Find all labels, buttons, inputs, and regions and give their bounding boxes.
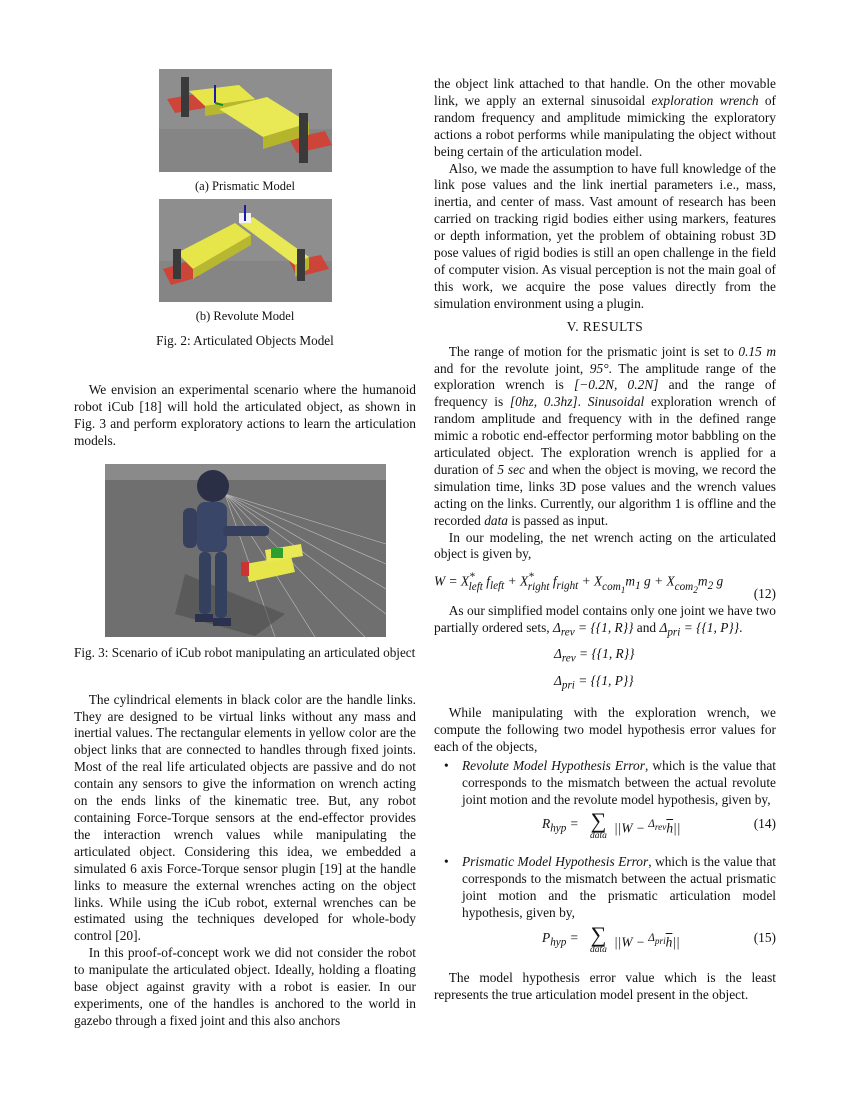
paragraph-scenario: We envision an experimental scenario where the humanoid robot iCub [18] will hold the articulated object, as shown in Fig. 3 and perform exploratory actions to learn the articulation models. xyxy=(74,382,416,449)
equation-15: $P_{hyp}$ = ∑ data $||W - ^{\Delta_{pri}}\overline{h}||$ (15) xyxy=(542,922,776,956)
left-column xyxy=(74,76,416,1030)
prismatic-model-figure xyxy=(159,69,332,172)
hypothesis-error-list xyxy=(434,758,776,962)
right-column xyxy=(434,76,776,1004)
list-item-prismatic: • Prismatic Model Hypothesis Error, which is the value that corresponds to the mismatch between the actual prismatic joint motion and the prismatic articulation model hypothesis, given by, $P_{hyp}$ = ∑ data $||W - ^{\Delta_{pri}}\overline{h}||$ (15) xyxy=(434,854,776,962)
fig2-subcaption-a: (a) Prismatic Model xyxy=(195,179,295,193)
section-heading-results: V. RESULTS xyxy=(566,318,644,334)
equation-12-number: (12) xyxy=(753,586,776,602)
paragraph-modeling: In our modeling, the net wrench acting on the articulated object is given by, xyxy=(434,529,776,562)
list-item-revolute: • Revolute Model Hypothesis Error, which is the value that corresponds to the mismatch between the actual revolute joint motion and the revolute model hypothesis, given by, $R_{hyp}$ = ∑ data $||W - ^{\Delta_{rev}}\overline{h}||$ (14) xyxy=(434,758,776,849)
paragraph-exploration-wrench: the object link attached to that handle. On the other movable link, we apply an external sinusoidal exploration wrench of random frequency and amplitude mimicking the exploratory actions a robot performs while manipulating the object without being certain of the articulation model. xyxy=(434,76,776,159)
paragraph-conclusion: The model hypothesis error value which is the least represents the true articulation model present in the object. xyxy=(434,970,776,1002)
paragraph-proof-of-concept: In this proof-of-concept work we did not consider the robot to manipulate the articulated object. Ideally, holding a floating base object against gravity with a robot is easier. In our experiments, one of the handles is anchored to the world in gazebo through a fixed joint and this also anchors xyxy=(74,945,416,1028)
equation-14: $R_{hyp}$ = ∑ data $||W - ^{\Delta_{rev}}\overline{h}||$ (14) xyxy=(542,808,776,842)
equation-13-rev: $\Delta_{rev} = \{\{1$, R}} xyxy=(554,645,635,665)
paragraph-assumption: Also, we made the assumption to have full knowledge of the link pose values and the link inertial parameters i.e., mass, inertia, and center of mass. Vast amount of research has been carried on tracking rigid bodies either using markers, features or depth information, yet the problem of obtaining robust 3D pose values of rigid bodies is still an open challenge in the field of computer vision. As visual perception is not the main goal of this work, we acquire the pose values directly from the simulation environment using a plugin. xyxy=(434,160,776,311)
paragraph-handle-links: The cylindrical elements in black color are the handle links. They are designed to be virtual links without any mass and inertial values. The rectangular elements in yellow color are the object links that are connected to handles through fixed joints. Most of the real life articulated objects are passive and do not contain any sensors to give the information on wrench acting on the ends links of the kinematic tree. But, any robot containing Force-Torque sensors at the end-effector provides the interaction wrench values while manipulating the articulated object. Considering this idea, we embedded a simulated 6 axis Force-Torque sensor plugin [19] at the handle links to measure the external wrenches acting on the object links. While using the iCub robot, external wrenches can be estimated using the techniques developed for whole-body control [20]. xyxy=(74,691,416,944)
fig2-caption: Fig. 2: Articulated Objects Model xyxy=(156,332,334,348)
equation-13-pri: $\Delta_{pri} = \{\{1$, P}} xyxy=(554,673,634,693)
equation-14-number: (14) xyxy=(753,816,776,832)
equation-15-number: (15) xyxy=(753,930,776,946)
icub-scenario-figure xyxy=(105,464,386,637)
fig2-subcaption-b: (b) Revolute Model xyxy=(195,308,295,323)
equation-12: $W = X^*_{left}$ $f_{left} + X^*_{right}$ $f_{right} + X_{com_1}m_1$ $g + X_{com_2}m_2$ g (12) xyxy=(434,571,776,602)
paragraph-while-manipulating: While manipulating with the exploration wrench, we compute the following two model hypothesis error values for each of the objects, xyxy=(434,705,776,754)
paragraph-simplified-model: As our simplified model contains only one joint we have two partially ordered sets, $\Delta_{rev} = \{\{1$, R}} and $\Delta_{pri} = \{\{1$, P}}. xyxy=(434,603,777,639)
paragraph-results: The range of motion for the prismatic joint is set to 0.15 m and for the revolute joint, 95°. The amplitude range of the exploration wrench is [−0.2N, 0.2N] and the range of frequency is [0hz, 0.3hz]. Sinusoidal exploration wrench of random amplitude and frequency with in the defined range mimic a robotic end-effector performing motor babbling on the articulated object. The exploration wrench is applied for a duration of 5 sec and when the object is moving, we record the simulation time, links 3D pose values and the wrench values acting on the links. Currently, our algorithm 1 is offline and the recorded data is passed as input. xyxy=(434,343,776,528)
fig3-caption: Fig. 3: Scenario of iCub robot manipulating an articulated object xyxy=(74,645,416,661)
revolute-model-figure xyxy=(159,199,332,302)
